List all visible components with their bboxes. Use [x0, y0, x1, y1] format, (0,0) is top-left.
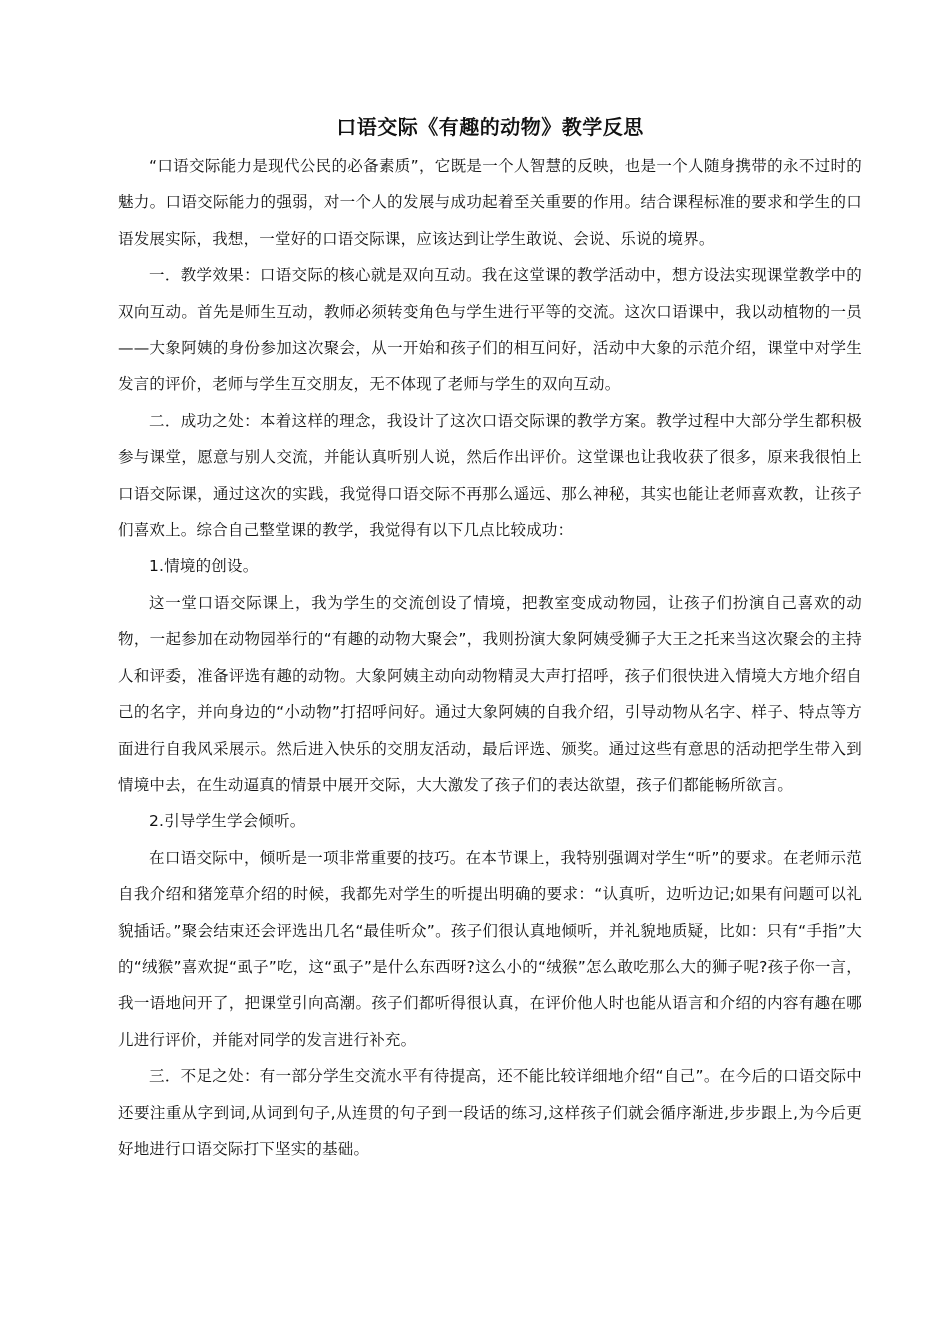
subheading-listening: 2.引导学生学会倾听。	[149, 812, 306, 831]
paragraph-shortcomings: 三．不足之处：有一部分学生交流水平有待提高，还不能比较详细地介绍“自己”。在今后的口语交际中还要注重从字到词,从词到句子,从连贯的句子到一段话的练习,这样孩子们就会循序渐进,步步跟上,为今后更好地进行口语交际打下坚实的基础。	[118, 1067, 862, 1158]
paragraph-listening: 在口语交际中，倾听是一项非常重要的技巧。在本节课上，我特别强调对学生“听”的要求。在老师示范自我介绍和猪笼草介绍的时候，我都先对学生的听提出明确的要求：“认真听，边听边记;如果有问题可以礼貌插话。”聚会结束还会评选出几名“最佳听众”。孩子们很认真地倾听，并礼貌地质疑，比如：只有“手指”大的“绒猴”喜欢捉“虱子”吃，这“虱子”是什么东西呀?这么小的“绒猴”怎么敢吃那么大的狮子呢?孩子你一言，我一语地问开了，把课堂引向高潮。孩子们都听得很认真，在评价他人时也能从语言和介绍的内容有趣在哪儿进行评价，并能对同学的发言进行补充。	[118, 848, 862, 1049]
paragraph-success: 二．成功之处：本着这样的理念，我设计了这次口语交际课的教学方案。教学过程中大部分学生都积极参与课堂，愿意与别人交流，并能认真听别人说，然后作出评价。这堂课也让我收获了很多，原来我很怕上口语交际课，通过这次的实践，我觉得口语交际不再那么遥远、那么神秘，其实也能让老师喜欢教，让孩子们喜欢上。综合自己整堂课的教学，我觉得有以下几点比较成功：	[118, 411, 862, 540]
paragraph-scenario: 这一堂口语交际课上，我为学生的交流创设了情境，把教室变成动物园，让孩子们扮演自己喜欢的动物，一起参加在动物园举行的“有趣的动物大聚会”，我则扮演大象阿姨受狮子大王之托来当这次聚会的主持人和评委，准备评选有趣的动物。大象阿姨主动向动物精灵大声打招呼，孩子们很快进入情境大方地介绍自己的名字，并向身边的“小动物”打招呼问好。通过大象阿姨的自我介绍，引导动物从名字、样子、特点等方面进行自我风采展示。然后进入快乐的交朋友活动，最后评选、颁奖。通过这些有意思的活动把学生带入到情境中去，在生动逼真的情景中展开交际，大大激发了孩子们的表达欲望，孩子们都能畅所欲言。	[118, 593, 862, 794]
document-body	[118, 112, 862, 1167]
document-title: 口语交际《有趣的动物》教学反思	[336, 115, 644, 139]
subheading-scenario: 1.情境的创设。	[149, 557, 259, 576]
paragraph-intro: “口语交际能力是现代公民的必备素质”，它既是一个人智慧的反映，也是一个人随身携带的永不过时的魅力。口语交际能力的强弱，对一个人的发展与成功起着至关重要的作用。结合课程标准的要求和学生的口语发展实际，我想，一堂好的口语交际课，应该达到让学生敢说、会说、乐说的境界。	[118, 157, 862, 248]
paragraph-teaching-effect: 一．教学效果：口语交际的核心就是双向互动。我在这堂课的教学活动中，想方设法实现课堂教学中的双向互动。首先是师生互动，教师必须转变角色与学生进行平等的交流。这次口语课中，我以动植物的一员——大象阿姨的身份参加这次聚会，从一开始和孩子们的相互问好，活动中大象的示范介绍，课堂中对学生发言的评价，老师与学生互交朋友，无不体现了老师与学生的双向互动。	[118, 266, 862, 394]
